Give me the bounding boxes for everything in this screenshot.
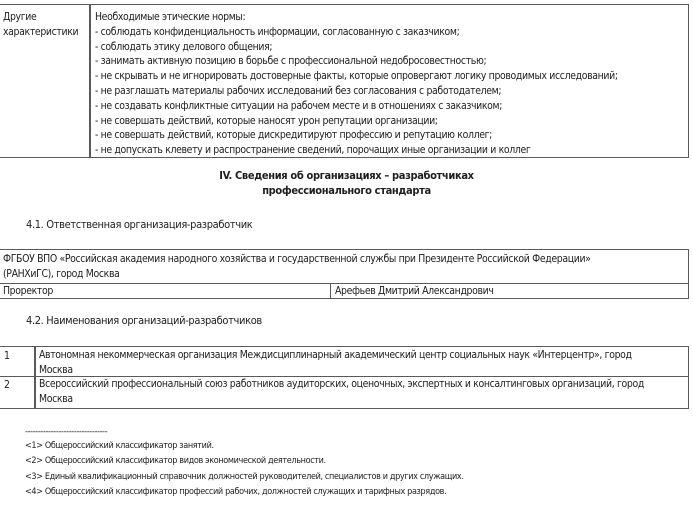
ethics-item: - не совершать действий, которые наносят урон репутации организации;: [95, 114, 438, 127]
ethics-heading: Необходимые этические нормы:: [95, 11, 246, 23]
developer-name: [39, 348, 632, 377]
footnote: <3> Единый квалификационный справочник должностей руководителей, специалистов и других служащих.: [25, 471, 464, 482]
footnote: <4> Общероссийский классификатор профессий рабочих, должностей служащих и тарифных разрядов.: [25, 486, 447, 497]
row-divider: [0, 283, 688, 284]
ethics-item: - соблюдать конфиденциальность информации, согласованную с заказчиком;: [95, 25, 460, 38]
section-title-line2: профессионального стандарта: [262, 184, 431, 197]
section-title: [0, 168, 693, 198]
developer-name-line2: Москва: [39, 392, 73, 405]
ethics-item: - занимать активную позицию в борьбе с профессиональной недобросовестностью;: [95, 55, 487, 68]
developer-number: 1: [4, 350, 10, 362]
responsible-role: Проректор: [3, 285, 53, 297]
ethics-item: - не скрывать и не игнорировать достоверные факты, которые опровергают логику проводимых исследований;: [95, 70, 618, 83]
ethics-label: Другие характеристики: [3, 11, 79, 38]
footnote-separator: --------------------------------: [25, 427, 108, 437]
developer-name-line1: Автономная некоммерческая организация Междисциплинарный академический центр социальных наук «Интерцентр», город: [39, 349, 632, 361]
responsible-org-name: [3, 252, 591, 282]
responsible-org-line1: ФГБОУ ВПО «Российская академия народного хозяйства и государственной службы при Президенте Российской Федерации»: [3, 253, 591, 265]
developers-heading: 4.2. Наименования организаций-разработчиков: [26, 314, 262, 327]
ethics-item: - не совершать действий, которые дискредитируют профессию и репутацию коллег;: [95, 129, 492, 142]
column-divider: [34, 347, 36, 408]
responsible-org-line2: (РАНХиГС), город Москва: [3, 268, 120, 280]
footnote: <1> Общероссийский классификатор занятий.: [25, 441, 214, 451]
responsible-org-heading: 4.1. Ответственная организация-разработчик: [26, 218, 253, 231]
ethics-table: [0, 4, 689, 158]
developer-name-line1: Всероссийский профессиональный союз работников аудиторских, оценочных, экспертных и консалтинговых организаций, город: [39, 378, 644, 390]
responsible-person: Арефьев Дмитрий Александрович: [335, 285, 494, 297]
developer-number: 2: [4, 379, 10, 391]
developer-name-line2: Москва: [39, 363, 73, 376]
section-title-line1: IV. Сведения об организациях – разработчиках: [219, 169, 474, 182]
responsible-org-table: [0, 249, 689, 299]
ethics-norms: [95, 10, 618, 158]
footnote: <2> Общероссийский классификатор видов экономической деятельности.: [25, 456, 326, 467]
column-divider: [89, 5, 91, 157]
footnotes: [25, 427, 464, 500]
ethics-item: - не создавать конфликтные ситуации на рабочем месте и в отношениях с заказчиком;: [95, 99, 503, 112]
developers-table: [0, 346, 689, 409]
ethics-item: - не допускать клевету и распространение сведений, порочащих иные организации и коллег: [95, 144, 531, 157]
developer-name: [39, 377, 644, 406]
column-divider: [330, 283, 331, 298]
ethics-item: - не разглашать материалы рабочих исследований без согласования с работодателем;: [95, 84, 502, 97]
ethics-item: - соблюдать этику делового общения;: [95, 40, 273, 53]
